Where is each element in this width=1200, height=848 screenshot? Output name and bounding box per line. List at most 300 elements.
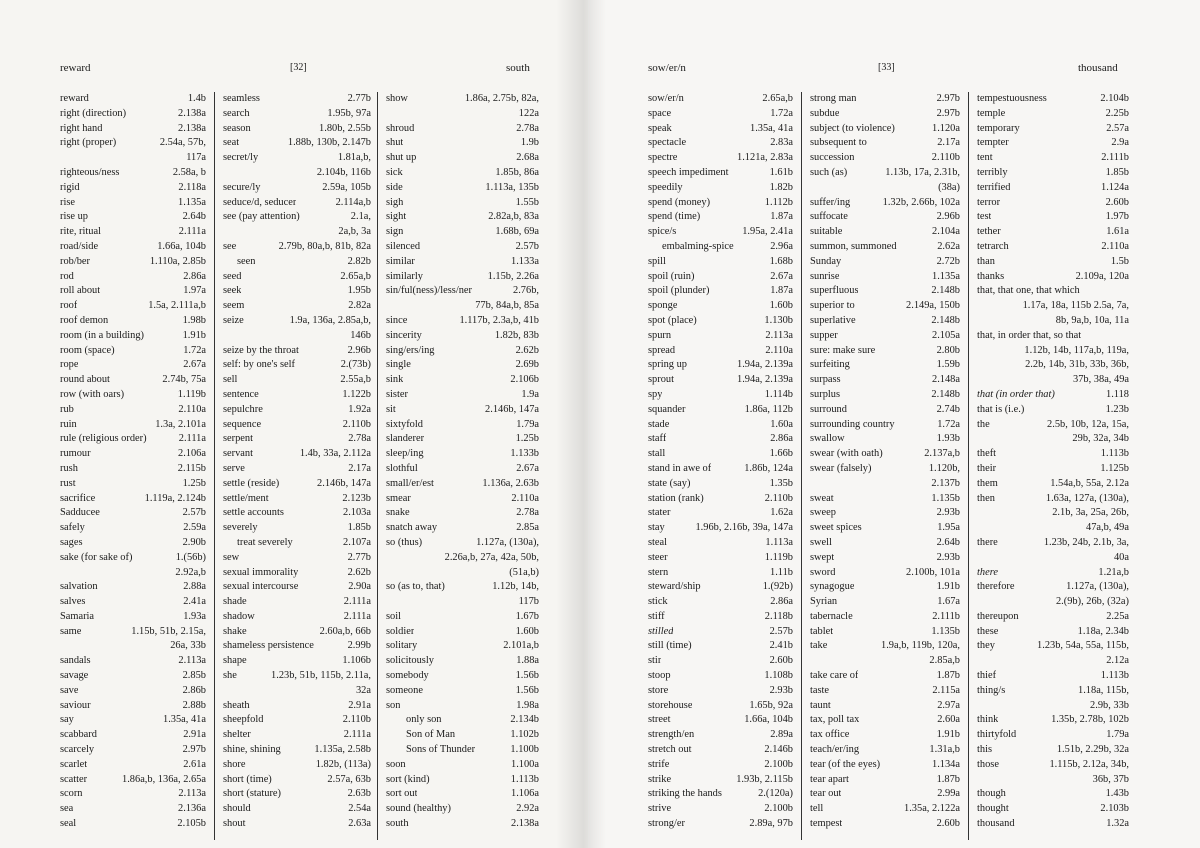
index-entry [223, 210, 371, 225]
index-term: than [977, 255, 995, 267]
index-reference: 2.89a, 97b [749, 818, 793, 830]
index-reference: 2.64b [182, 211, 206, 223]
index-reference: 1.5b [1110, 255, 1129, 267]
index-entry [977, 122, 1129, 137]
index-term: tax office [810, 729, 850, 741]
index-reference: 2.78a [516, 122, 539, 134]
index-entry [386, 654, 539, 669]
index-term: thief [977, 670, 997, 682]
index-term: rub [60, 403, 74, 415]
index-reference: 2.137b [931, 477, 960, 489]
index-term: stiff [648, 610, 665, 622]
index-term: storehouse [648, 699, 693, 711]
index-entry [648, 196, 793, 211]
index-term: sequence [223, 418, 262, 430]
index-reference: 1.97a [183, 285, 206, 297]
index-term: see [223, 240, 237, 252]
index-reference: 2.60b [769, 655, 793, 667]
index-term: sound (healthy) [386, 803, 451, 815]
index-entry [60, 625, 206, 640]
index-reference: 1.82b [769, 181, 793, 193]
index-reference: 1.88a [516, 655, 539, 667]
index-reference: 2.12a [1106, 655, 1129, 667]
right-running-head-right: thousand [1078, 62, 1118, 74]
index-reference: 2.111a [178, 433, 206, 445]
index-reference: 32a [355, 684, 371, 696]
index-entry [223, 654, 371, 669]
index-term: that, in order that, so that [977, 329, 1082, 341]
index-term: thing/s [977, 684, 1006, 696]
index-entry [223, 225, 371, 240]
index-entry [810, 136, 960, 151]
index-entry [977, 787, 1129, 802]
index-term: sell [223, 374, 238, 386]
index-reference: 2.146b [764, 744, 793, 756]
index-reference: 2.134b [510, 714, 539, 726]
index-entry [810, 492, 960, 507]
index-entry [648, 551, 793, 566]
index-reference: 1.4b, 33a, 2.112a [299, 448, 371, 460]
index-entry [977, 107, 1129, 122]
index-entry [386, 817, 539, 832]
index-reference: 2.100b, 101a [906, 566, 960, 578]
index-reference: 2.55a,b [340, 374, 371, 386]
index-entry [810, 521, 960, 536]
index-entry [60, 329, 206, 344]
index-reference: 1.23b [1105, 403, 1129, 415]
index-reference: 2.79b, 80a,b, 81b, 82a [278, 240, 371, 252]
index-entry [223, 551, 371, 566]
index-term: since [386, 314, 408, 326]
index-reference: 2.146b, 147a [485, 403, 539, 415]
index-entry [977, 713, 1129, 728]
index-reference: 1.100a [511, 758, 539, 770]
index-term: subsequent to [810, 137, 867, 149]
index-reference: 2.67a [183, 359, 206, 371]
index-term: steer [648, 551, 668, 563]
index-entry [977, 521, 1129, 536]
index-reference: 8b, 9a,b, 10a, 11a [1055, 314, 1129, 326]
index-entry [223, 817, 371, 832]
index-reference: 2.111b [1101, 152, 1129, 164]
index-term: snatch away [386, 522, 438, 534]
index-entry [810, 625, 960, 640]
index-term: shake [223, 625, 247, 637]
index-entry [648, 521, 793, 536]
index-term: supper [810, 329, 838, 341]
index-entry [223, 447, 371, 462]
index-term: sea [60, 803, 74, 815]
index-reference: 1.119b [177, 388, 206, 400]
index-entry [386, 639, 539, 654]
index-reference: 1.122b [342, 388, 371, 400]
index-term: surpass [810, 374, 841, 386]
index-term: save [60, 684, 79, 696]
index-entry [386, 743, 539, 758]
index-reference: 2.86b [182, 684, 206, 696]
index-term: sages [60, 536, 83, 548]
index-entry [223, 151, 371, 166]
index-reference: 2.25a [1106, 610, 1129, 622]
index-term: strong man [810, 93, 857, 104]
index-term: road/side [60, 240, 99, 252]
index-reference: 1.65b, 92a [749, 699, 793, 711]
index-entry [60, 358, 206, 373]
index-reference: 2.111a [343, 610, 371, 622]
index-entry [810, 92, 960, 107]
index-reference: 2.111a [178, 226, 206, 238]
index-entry [386, 122, 539, 137]
index-entry [223, 358, 371, 373]
index-reference: 1.121a, 2.83a [737, 152, 793, 164]
index-entry [223, 728, 371, 743]
index-reference: 2.90a [348, 581, 371, 593]
index-entry [223, 566, 371, 581]
index-reference: 2.85a [516, 522, 539, 534]
index-entry [810, 462, 960, 477]
index-term: self: by one's self [223, 359, 295, 371]
index-entry [223, 773, 371, 788]
left-running-head-right: south [506, 62, 530, 74]
index-entry [977, 344, 1129, 359]
index-reference: 1.4b [187, 93, 206, 104]
index-reference: 2.63b [347, 788, 371, 800]
index-reference: 2.57b [182, 507, 206, 519]
index-entry [223, 462, 371, 477]
left-page [0, 0, 588, 848]
index-entry [977, 669, 1129, 684]
index-entry [223, 403, 371, 418]
index-term: subject (to violence) [810, 122, 895, 134]
index-reference: 2.110b [342, 714, 371, 726]
index-term: ruin [60, 418, 77, 430]
index-term: sister [386, 388, 408, 400]
index-reference: 2.41a [183, 596, 206, 608]
index-term: sentence [223, 388, 259, 400]
index-entry [810, 299, 960, 314]
index-term: sing/ers/ing [386, 344, 435, 356]
index-term: scarcely [60, 744, 95, 756]
index-term: sew [223, 551, 240, 563]
index-term: thousand [977, 818, 1015, 830]
index-entry [648, 122, 793, 137]
index-reference: 1.97b [1105, 211, 1129, 223]
index-reference: 1.94a, 2.139a [737, 374, 793, 386]
index-term: rise up [60, 211, 88, 223]
index-reference: 1.55b [515, 196, 539, 208]
index-entry [386, 107, 539, 122]
index-reference: 2.62b [515, 344, 539, 356]
index-entry [810, 669, 960, 684]
index-entry [648, 270, 793, 285]
index-reference: 1.9a [521, 388, 539, 400]
index-entry [648, 210, 793, 225]
index-entry [223, 373, 371, 388]
index-reference: 1.134a [932, 758, 960, 770]
index-reference: 2.118a [178, 181, 206, 193]
index-reference: 1.66a, 104b [744, 714, 793, 726]
index-reference: 2.149a, 150b [906, 300, 960, 312]
index-term: the [977, 418, 990, 430]
index-term: take [810, 640, 828, 652]
index-reference: 1.32a [1106, 818, 1129, 830]
index-entry [60, 403, 206, 418]
index-entry [223, 255, 371, 270]
index-term: suffocate [810, 211, 848, 223]
index-entry [223, 299, 371, 314]
index-reference: 1.94a, 2.139a [737, 359, 793, 371]
index-reference: 2.60a,b, 66b [319, 625, 371, 637]
index-term: surround [810, 403, 847, 415]
index-entry [60, 107, 206, 122]
index-term: snake [386, 507, 410, 519]
index-reference: 1.120b, [928, 462, 960, 474]
index-term: similarly [386, 270, 423, 282]
index-entry [386, 92, 539, 107]
index-reference: 1.91b [936, 581, 960, 593]
index-entry [648, 166, 793, 181]
index-entry [386, 595, 539, 610]
index-reference: 1.114b [764, 388, 793, 400]
index-reference: 1.82b, (113a) [315, 758, 371, 770]
index-term: right (proper) [60, 137, 117, 149]
index-reference [1125, 284, 1129, 299]
index-term: sink [386, 374, 404, 386]
index-entry [386, 225, 539, 240]
index-entry [386, 166, 539, 181]
index-entry [810, 595, 960, 610]
index-reference: 1.81a,b, [337, 152, 371, 164]
index-term: tax, poll tax [810, 714, 860, 726]
index-reference: 1.66a, 104b [157, 240, 206, 252]
index-reference: 1.113b [1100, 448, 1129, 460]
index-term: tear (of the eyes) [810, 758, 881, 770]
index-term: sheepfold [223, 714, 264, 726]
index-reference: 1.93b [936, 433, 960, 445]
index-term: swear (with oath) [810, 448, 883, 460]
index-entry [648, 802, 793, 817]
index-term: Sunday [810, 255, 842, 267]
index-term: speak [648, 122, 672, 134]
index-reference: 2.110b [931, 152, 960, 164]
index-term: there [977, 566, 998, 578]
index-entry [810, 728, 960, 743]
index-entry [977, 255, 1129, 270]
index-term: superlative [810, 314, 856, 326]
index-entry [977, 447, 1129, 462]
index-term: smear [386, 492, 411, 504]
index-term: sleep/ing [386, 448, 424, 460]
index-entry [648, 773, 793, 788]
index-reference: 2.5b, 10b, 12a, 15a, [1047, 418, 1129, 430]
index-entry [648, 758, 793, 773]
index-reference: 1.118 [1106, 388, 1129, 400]
index-entry [60, 151, 206, 166]
index-reference: 2.96b [936, 211, 960, 223]
index-entry [60, 580, 206, 595]
index-term: room (in a building) [60, 329, 144, 341]
index-entry [223, 107, 371, 122]
index-reference: 2.96a [770, 240, 793, 252]
index-term: room (space) [60, 344, 115, 356]
index-entry [60, 210, 206, 225]
index-term: surrounding country [810, 418, 895, 430]
index-term: steal [648, 536, 668, 548]
index-term: roof [60, 300, 78, 312]
index-reference: 2.146b, 147a [317, 477, 371, 489]
index-term: reward [60, 93, 89, 104]
index-term: sweat [810, 492, 834, 504]
index-entry [810, 580, 960, 595]
index-term: them [977, 477, 998, 489]
right-column-2 [801, 92, 960, 840]
index-term: spoil (ruin) [648, 270, 695, 282]
index-entry [223, 388, 371, 403]
index-entry [60, 240, 206, 255]
index-reference: 1.79a [516, 418, 539, 430]
index-term: spurn [648, 329, 672, 341]
index-term: roll about [60, 285, 101, 297]
index-reference: 2.60a [937, 714, 960, 726]
index-term: sweet spices [810, 522, 862, 534]
index-reference: 2.88a [183, 581, 206, 593]
index-term: short (time) [223, 773, 272, 785]
index-reference: 1.59b [936, 359, 960, 371]
index-reference: 1.56b [515, 670, 539, 682]
index-reference: 29b, 32a, 34b [1072, 433, 1129, 445]
index-reference: 1.100b [510, 744, 539, 756]
index-reference: 2.57b [515, 240, 539, 252]
index-term: shut [386, 137, 404, 149]
index-reference: 1.54a,b, 55a, 2.12a [1050, 477, 1129, 489]
index-reference: 2.77b [347, 551, 371, 563]
index-reference: 1.56b [515, 684, 539, 696]
index-entry [223, 713, 371, 728]
index-term: season [223, 122, 251, 134]
index-entry [648, 610, 793, 625]
index-term: sight [386, 211, 407, 223]
index-reference: 1.25b [182, 477, 206, 489]
index-entry [386, 358, 539, 373]
index-reference: 2.88b [182, 699, 206, 711]
index-reference: 1.85b [1105, 166, 1129, 178]
index-entry [386, 566, 539, 581]
index-entry [386, 314, 539, 329]
index-term: that (in order that) [977, 388, 1055, 400]
index-entry [810, 196, 960, 211]
index-term: tempestuousness [977, 93, 1047, 104]
index-term: summon, summoned [810, 240, 897, 252]
index-entry [223, 787, 371, 802]
index-term: small/er/est [386, 477, 434, 489]
index-reference: 1.61a [1106, 226, 1129, 238]
index-reference: 1.31a,b [929, 744, 960, 756]
index-entry [810, 536, 960, 551]
index-entry [648, 151, 793, 166]
index-reference: 40a [1113, 551, 1129, 563]
index-entry [60, 802, 206, 817]
index-entry [223, 625, 371, 640]
index-reference: 2.148b [931, 285, 960, 297]
index-entry [810, 418, 960, 433]
index-entry [60, 447, 206, 462]
index-term: succession [810, 152, 855, 164]
index-term: someone [386, 684, 423, 696]
index-reference: 2.85b [182, 670, 206, 682]
index-entry [223, 477, 371, 492]
index-reference: 1.18a, 115b, [1078, 684, 1129, 696]
index-reference: (38a) [938, 181, 960, 193]
index-reference: 1.35a, 2.122a [904, 803, 960, 815]
index-term: sacrifice [60, 492, 96, 504]
index-reference: 2.101a,b [503, 640, 539, 652]
index-entry [648, 728, 793, 743]
index-term: teach/er/ing [810, 744, 860, 756]
index-entry [223, 329, 371, 344]
index-entry [977, 403, 1129, 418]
index-entry [977, 654, 1129, 669]
index-term: strive [648, 803, 672, 815]
index-reference: 2.104b [1100, 93, 1129, 104]
index-entry [386, 684, 539, 699]
index-entry [977, 225, 1129, 240]
index-term: same [60, 625, 82, 637]
index-entry [60, 166, 206, 181]
index-term: rule (religious order) [60, 433, 147, 445]
index-entry [810, 107, 960, 122]
index-entry [60, 388, 206, 403]
index-reference: 2.86a [770, 596, 793, 608]
index-entry [977, 595, 1129, 610]
index-reference: 1.95a [937, 522, 960, 534]
index-reference: 1.35b [769, 477, 793, 489]
index-entry [810, 551, 960, 566]
index-entry [648, 418, 793, 433]
index-entry [648, 299, 793, 314]
index-term: serve [223, 462, 245, 474]
index-entry [977, 566, 1129, 581]
index-term: shade [223, 596, 247, 608]
index-entry [810, 225, 960, 240]
index-reference: 1.23b, 24b, 2.1b, 3a, [1043, 536, 1129, 548]
index-term: thirtyfold [977, 729, 1017, 741]
index-reference: 1.82b, 83b [494, 329, 539, 341]
index-reference: 1.86a, 2.75b, 82a, [464, 93, 539, 104]
index-entry [810, 639, 960, 654]
index-reference: 2.138a [178, 107, 206, 119]
index-reference: 2.62b [347, 566, 371, 578]
index-reference: 1.117b, 2.3a,b, 41b [459, 314, 539, 326]
index-reference: 1.119b [764, 551, 793, 563]
index-entry [386, 506, 539, 521]
index-reference: 2.86a [770, 433, 793, 445]
index-reference: 2.113a [765, 329, 793, 341]
index-reference: 2.138a [178, 122, 206, 134]
index-entry [648, 92, 793, 107]
index-term: sort (kind) [386, 773, 430, 785]
index-entry [977, 196, 1129, 211]
index-entry [648, 580, 793, 595]
index-entry [60, 299, 206, 314]
index-entry [223, 344, 371, 359]
index-reference: 1.106a [511, 788, 539, 800]
index-term: row (with oars) [60, 388, 125, 400]
index-reference: 1.91b [182, 329, 206, 341]
index-reference: 2.105a [932, 329, 960, 341]
index-reference: 1.119a, 2.124b [144, 492, 206, 504]
index-reference: 1.66b [769, 448, 793, 460]
index-entry [810, 210, 960, 225]
